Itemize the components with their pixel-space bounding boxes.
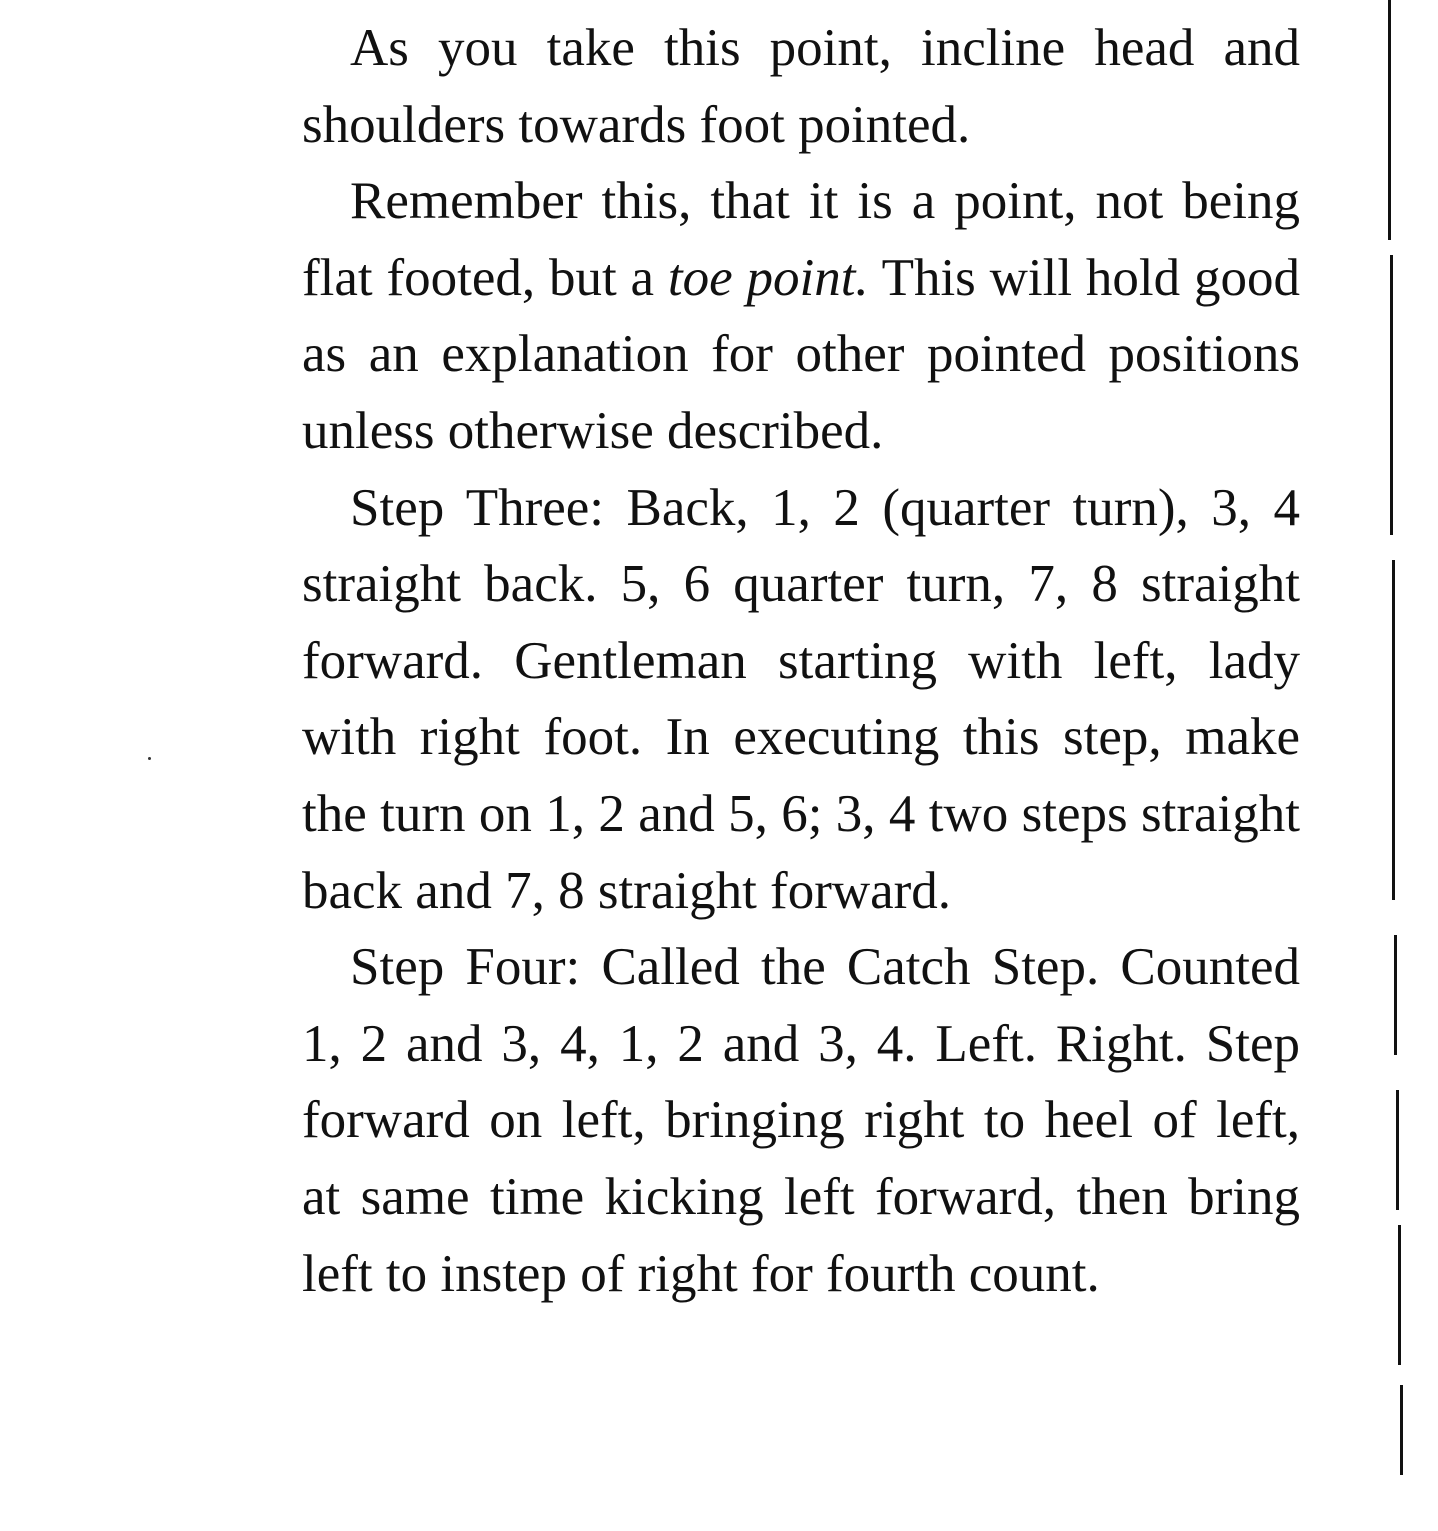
paragraph-toe-point (302, 163, 1300, 469)
gutter-rule-segment (1388, 0, 1391, 240)
paragraph-step-four (302, 929, 1300, 1312)
gutter-rule-segment (1394, 935, 1397, 1055)
paragraph-text: Step Four: Called the Catch Step. Counted 1, 2 and 3, 4, 1, 2 and 3, 4. Left. Right. Step forward on left, bringing right to heel of left, at same time kicking left forward, then bring left to instep of right for fourth count. (302, 938, 1300, 1303)
paragraph-text: As you take this point, incline head and shoulders towards foot pointed. (302, 19, 1300, 154)
page-speck (148, 757, 151, 760)
italic-emphasis: toe point. (667, 248, 869, 307)
gutter-rule-segment (1398, 1225, 1401, 1365)
paragraph-text-after: This will hold good as an explanation for other pointed positions unless otherwise described. (302, 248, 1300, 460)
body-text (302, 10, 1300, 1312)
gutter-rule-segment (1390, 255, 1393, 535)
gutter-rule-segment (1400, 1385, 1403, 1475)
paragraph-point-incline (302, 10, 1300, 163)
gutter-rule-segment (1392, 560, 1395, 900)
paragraph-text: Step Three: Back, 1, 2 (quarter turn), 3, 4 straight back. 5, 6 quarter turn, 7, 8 straight forward. Gentleman starting with left, lady with right foot. In executing this step, make the turn on 1, 2 and 5, 6; 3, 4 two steps straight back and 7, 8 straight forward. (302, 478, 1300, 920)
paragraph-text-before: Remember this, that it is a point, not being flat footed, but a (302, 172, 1300, 307)
gutter-rule-segment (1396, 1090, 1399, 1210)
paragraph-step-three (302, 470, 1300, 930)
